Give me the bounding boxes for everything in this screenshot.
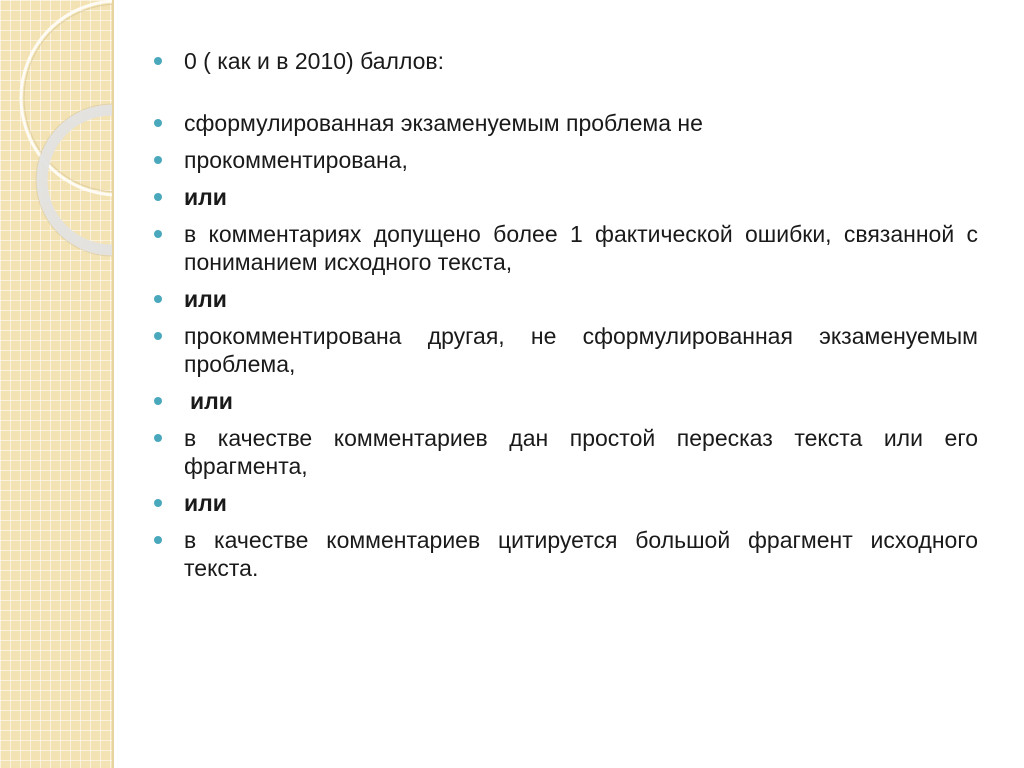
slide-content	[154, 47, 978, 591]
bullet-icon	[154, 499, 162, 507]
list-item-text: или	[184, 286, 227, 312]
list-item-text: 0 ( как и в 2010) баллов:	[184, 48, 445, 74]
bullet-icon	[154, 332, 162, 340]
list-item-text: в комментариях допущено более 1 фактической ошибки, связанной с пониманием исходного текста,	[184, 221, 978, 275]
list-item	[154, 526, 978, 582]
bullet-icon	[154, 397, 162, 405]
bullet-icon	[154, 119, 162, 127]
bullet-icon	[154, 156, 162, 164]
list-item	[154, 47, 978, 75]
list-item-text: или	[184, 490, 227, 516]
bullet-icon	[154, 193, 162, 201]
bullet-icon	[154, 536, 162, 544]
decorative-rings	[0, 0, 112, 260]
list-item	[154, 146, 978, 174]
list-item-text: в качестве комментариев цитируется большой фрагмент исходного текста.	[184, 527, 978, 581]
list-item	[154, 183, 978, 211]
bullet-icon	[154, 230, 162, 238]
decorative-side-panel	[0, 0, 112, 768]
list-item-text: или	[184, 184, 227, 210]
bullet-icon	[154, 434, 162, 442]
list-item	[154, 322, 978, 378]
list-item	[154, 109, 978, 137]
list-item	[154, 387, 978, 415]
list-item	[154, 424, 978, 480]
list-item-text: в качестве комментариев дан простой пересказ текста или его фрагмента,	[184, 425, 978, 479]
list-item-text: сформулированная экзаменуемым проблема не	[184, 110, 703, 136]
bullet-icon	[154, 57, 162, 65]
list-item-text: прокомментирована другая, не сформулированная экзаменуемым проблема,	[184, 323, 978, 377]
side-panel-edge	[112, 0, 114, 768]
list-item-text: или	[190, 388, 233, 414]
list-item	[154, 489, 978, 517]
list-item	[154, 285, 978, 313]
list-item-text: прокомментирована,	[184, 147, 408, 173]
list-item	[154, 220, 978, 276]
bullet-icon	[154, 295, 162, 303]
